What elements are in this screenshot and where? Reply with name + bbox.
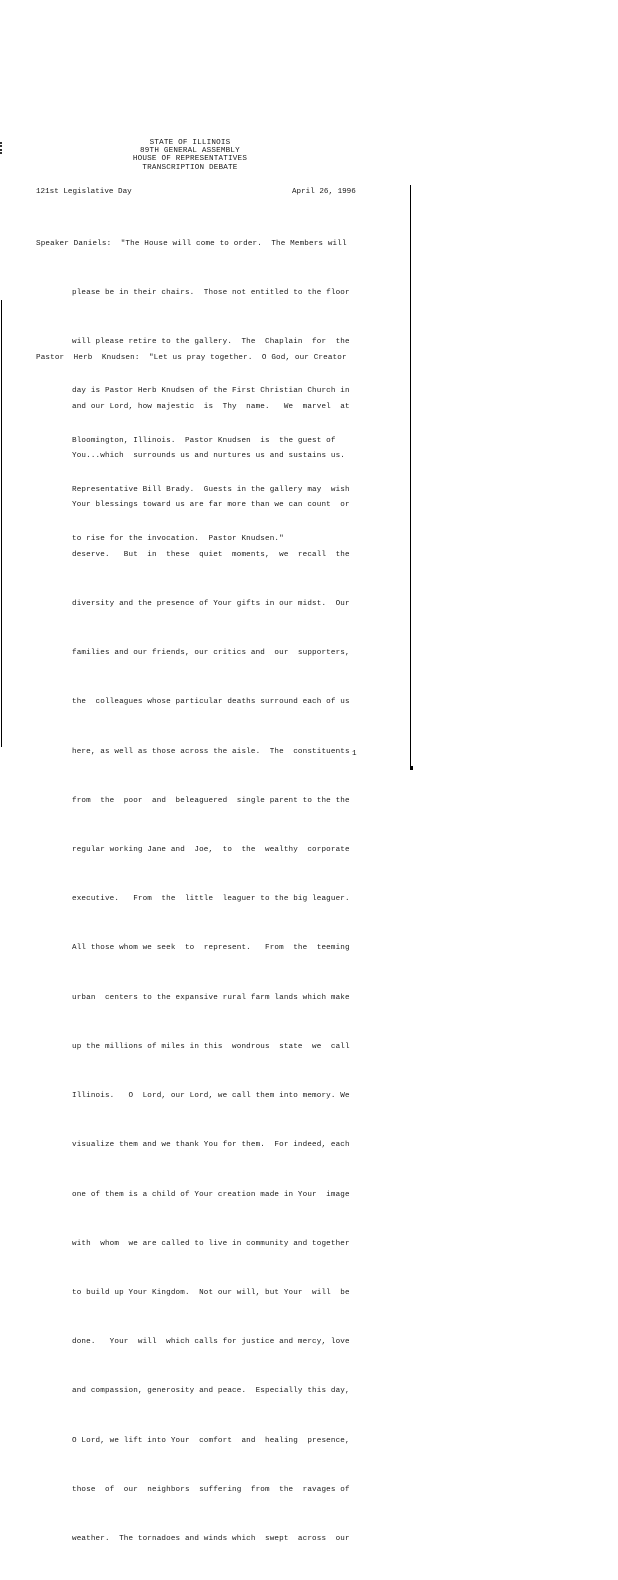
text-line: All those whom we seek to represent. From the teeming [72,944,350,953]
text-line: please be in their chairs. Those not entitled to the floor [72,289,350,298]
text-line: and compassion, generosity and peace. Especially this day, [72,1387,350,1396]
text-line: deserve. But in these quiet moments, we recall the [72,550,350,559]
header-state: STATE OF ILLINOIS [149,139,231,147]
text-line: visualize them and we thank You for them. For indeed, each [72,1141,350,1150]
text-line: You...which surrounds us and nurtures us and sustains us. [72,452,346,461]
text-line: will please retire to the gallery. The Chaplain for the [72,338,350,347]
text-line: the colleagues whose particular deaths surround each of us [72,698,350,707]
text-line: Bloomington, Illinois. Pastor Knudsen is the guest of [72,436,336,445]
header-transcription: TRANSCRIPTION DEBATE [142,164,238,172]
text-line: Pastor Herb Knudsen: "Let us pray together. O God, our Creator [36,353,347,362]
right-margin-tick [411,766,413,770]
text-line: one of them is a child of Your creation made in Your image [72,1190,350,1199]
text-line: up the millions of miles in this wondrous state we call [72,1042,350,1051]
text-line: day is Pastor Herb Knudsen of the First Christian Church in [72,387,350,396]
text-line: families and our friends, our critics and our supporters, [72,649,350,658]
text-line: here, as well as those across the aisle. The constituents [72,747,350,756]
right-margin-rule [410,185,411,770]
header-assembly: 89TH GENERAL ASSEMBLY [140,147,240,155]
header-house: HOUSE OF REPRESENTATIVES [132,155,248,163]
text-line: done. Your will which calls for justice and mercy, love [72,1338,350,1347]
left-margin-marks [0,142,5,154]
page-number: 1 [352,750,357,758]
text-line: regular working Jane and Joe, to the wealthy corporate [72,846,350,854]
session-date: April 26, 1996 [292,188,356,196]
text-line: urban centers to the expansive rural farm lands which make [72,993,350,1002]
text-line: to rise for the invocation. Pastor Knudsen." [72,535,284,544]
text-line: Your blessings toward us are far more than we can count or [72,501,350,510]
text-line: with whom we are called to live in community and together [72,1239,350,1248]
text-line: Illinois. O Lord, our Lord, we call them into memory. We [72,1092,350,1101]
pastor-knudsen-paragraph [36,317,350,1580]
text-line: and our Lord, how majestic is Thy name. We marvel at [72,403,350,412]
text-line: those of our neighbors suffering from the ravages of [72,1485,350,1494]
text-line: to build up Your Kingdom. Not our will, but Your will be [72,1288,350,1297]
legislative-day: 121st Legislative Day [36,188,132,196]
text-line: diversity and the presence of Your gifts in our midst. Our [72,599,350,608]
left-margin-rule [1,300,2,747]
text-line: from the poor and beleaguered single parent to the the [72,796,350,805]
text-line: Representative Bill Brady. Guests in the gallery may wish [72,485,350,494]
text-line: O Lord, we lift into Your comfort and healing presence, [72,1436,350,1445]
text-line: executive. From the little leaguer to the big leaguer. [72,895,350,904]
text-line: weather. The tornadoes and winds which swept across our [72,1535,350,1544]
text-line: Speaker Daniels: "The House will come to order. The Members will [36,239,347,248]
